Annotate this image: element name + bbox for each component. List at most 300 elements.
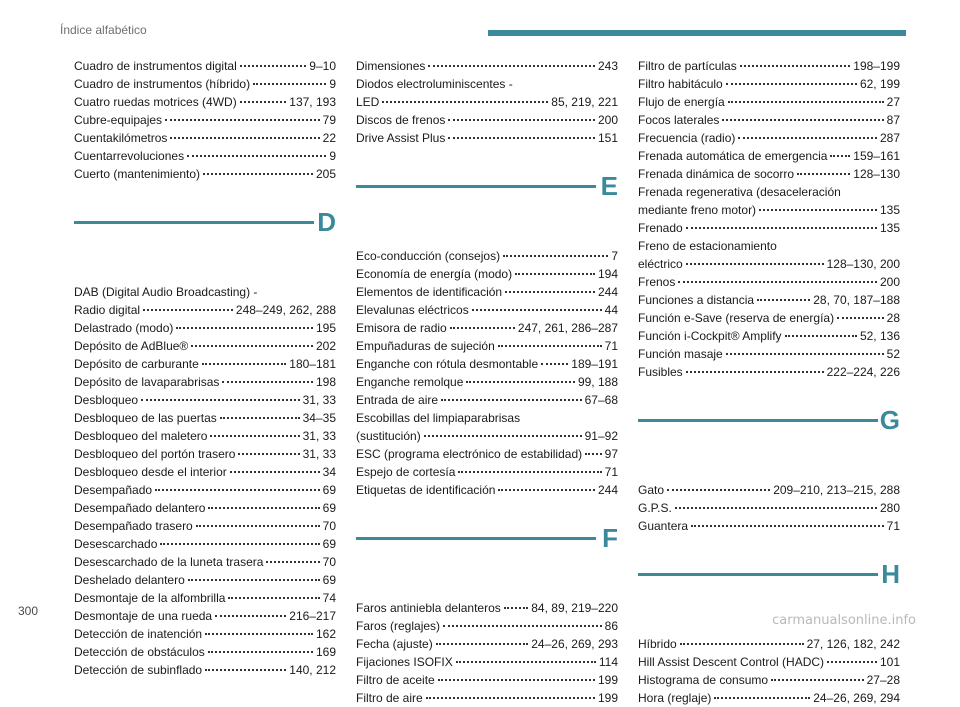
index-entry[interactable] xyxy=(74,661,336,679)
index-entry[interactable] xyxy=(356,617,618,635)
entry-term: eléctrico xyxy=(638,257,683,271)
entry-pages[interactable]: 200 xyxy=(597,113,618,127)
dot-leader xyxy=(382,101,548,103)
section-letter: D xyxy=(317,207,336,237)
entry-term: Desmontaje de la alfombrilla xyxy=(74,591,226,605)
dot-leader xyxy=(426,697,595,699)
index-entry[interactable] xyxy=(74,319,336,337)
dot-leader xyxy=(238,453,299,455)
dot-leader xyxy=(740,65,851,67)
index-entry[interactable] xyxy=(74,111,336,129)
entry-pages[interactable]: 91–92 xyxy=(584,429,618,443)
dot-leader xyxy=(541,363,568,365)
entry-pages[interactable]: 22 xyxy=(322,131,336,145)
index-entry[interactable] xyxy=(638,499,900,517)
index-column-3 xyxy=(638,57,900,707)
entry-pages[interactable]: 27–28 xyxy=(866,673,900,687)
dot-leader xyxy=(160,543,319,545)
entry-term: Frenada dinámica de socorro xyxy=(638,167,795,181)
entry-term: Cubre-equipajes xyxy=(74,113,163,127)
entry-pages[interactable]: 52 xyxy=(886,347,900,361)
index-entry[interactable] xyxy=(638,165,900,183)
entry-term: Filtro de aire xyxy=(356,691,423,705)
entry-term: Funciones a distancia xyxy=(638,293,755,307)
index-entry[interactable] xyxy=(638,93,900,111)
entry-term: Enganche con rótula desmontable xyxy=(356,357,539,371)
entry-pages[interactable]: 71 xyxy=(886,519,900,533)
entry-pages[interactable]: 202 xyxy=(315,339,336,353)
index-entry[interactable] xyxy=(638,111,900,129)
dot-leader xyxy=(504,607,528,609)
entry-pages[interactable]: 128–130, 200 xyxy=(826,257,900,271)
entry-term: Enganche remolque xyxy=(356,375,464,389)
index-entry[interactable] xyxy=(74,373,336,391)
entry-pages[interactable]: 70 xyxy=(322,519,336,533)
dot-leader xyxy=(208,507,319,509)
entry-pages[interactable]: 24–26, 269, 294 xyxy=(813,691,900,705)
entry-term: Delastrado (modo) xyxy=(74,321,174,335)
entry-term: Depósito de lavaparabrisas xyxy=(74,375,220,389)
index-entry[interactable] xyxy=(356,355,618,373)
entry-pages[interactable]: 87 xyxy=(886,113,900,127)
entry-pages[interactable]: 28, 70, 187–188 xyxy=(813,293,900,307)
dot-leader xyxy=(187,155,326,157)
entry-pages[interactable]: 79 xyxy=(322,113,336,127)
entry-pages[interactable]: 9 xyxy=(329,77,336,91)
entry-term: DAB (Digital Audio Broadcasting) - xyxy=(74,285,258,299)
index-entry[interactable] xyxy=(74,643,336,661)
index-entry[interactable] xyxy=(356,671,618,689)
entry-term: Elementos de identificación xyxy=(356,285,503,299)
entry-pages[interactable]: 84, 89, 219–220 xyxy=(531,601,618,615)
index-entry[interactable] xyxy=(638,671,900,689)
dot-leader xyxy=(458,471,601,473)
entry-pages[interactable]: 31, 33 xyxy=(302,429,336,443)
entry-term: Desbloqueo xyxy=(74,393,139,407)
entry-pages[interactable]: 198–199 xyxy=(853,59,900,73)
entry-pages[interactable]: 27, 126, 182, 242 xyxy=(806,637,900,651)
entry-pages[interactable]: 27 xyxy=(886,95,900,109)
index-entry[interactable] xyxy=(638,183,900,219)
index-entry[interactable] xyxy=(638,129,900,147)
entry-pages[interactable]: 31, 33 xyxy=(302,393,336,407)
entry-term: Economía de energía (modo) xyxy=(356,267,513,281)
entry-pages[interactable]: 247, 261, 286–287 xyxy=(517,321,618,335)
dot-leader xyxy=(188,579,320,581)
index-entry[interactable] xyxy=(356,463,618,481)
index-entry[interactable] xyxy=(638,147,900,165)
dot-leader xyxy=(228,597,319,599)
entry-term: Filtro de aceite xyxy=(356,673,435,687)
index-entry[interactable] xyxy=(356,301,618,319)
entry-pages[interactable]: 169 xyxy=(315,645,336,659)
entry-pages[interactable]: 162 xyxy=(315,627,336,641)
entry-pages[interactable]: 9 xyxy=(329,149,336,163)
dot-leader xyxy=(726,353,884,355)
entry-pages[interactable]: 140, 212 xyxy=(289,663,336,677)
index-entry[interactable] xyxy=(638,309,900,327)
dot-leader xyxy=(196,525,320,527)
entry-term: (sustitución) xyxy=(356,429,421,443)
letter-divider-g xyxy=(638,405,900,481)
index-entry[interactable] xyxy=(356,599,618,617)
entry-term: Frenos xyxy=(638,275,676,289)
dot-leader xyxy=(443,625,602,627)
entry-pages[interactable]: 9–10 xyxy=(309,59,336,73)
entry-pages[interactable]: 52, 136 xyxy=(859,329,900,343)
index-entry[interactable] xyxy=(74,427,336,445)
dot-leader xyxy=(472,309,602,311)
letter-divider-f xyxy=(356,523,618,599)
index-column-1 xyxy=(74,57,336,679)
dot-leader xyxy=(240,101,287,103)
entry-term: Gato xyxy=(638,483,665,497)
entry-term: Histograma de consumo xyxy=(638,673,769,687)
page-number: 300 xyxy=(18,604,39,618)
entry-pages[interactable]: 101 xyxy=(879,655,900,669)
index-entry[interactable] xyxy=(356,283,618,301)
entry-term: Cuerto (mantenimiento) xyxy=(74,167,201,181)
entry-pages[interactable]: 194 xyxy=(597,267,618,281)
entry-term: Desbloqueo de las puertas xyxy=(74,411,217,425)
entry-pages[interactable]: 69 xyxy=(322,501,336,515)
index-entry[interactable] xyxy=(74,571,336,589)
entry-term: Focos laterales xyxy=(638,113,720,127)
index-entry[interactable] xyxy=(74,165,336,183)
entry-term: Faros (reglajes) xyxy=(356,619,441,633)
entry-term: mediante freno motor) xyxy=(638,203,757,217)
index-entry[interactable] xyxy=(74,75,336,93)
section-title: Índice alfabético xyxy=(60,23,147,37)
entry-term: Fusibles xyxy=(638,365,683,379)
entry-term: Cuatro ruedas motrices (4WD) xyxy=(74,95,237,109)
entry-pages[interactable]: 135 xyxy=(879,203,900,217)
dot-leader xyxy=(678,281,877,283)
dot-leader xyxy=(505,291,595,293)
index-entry[interactable] xyxy=(638,75,900,93)
entry-term: Detección de subinflado xyxy=(74,663,203,677)
entry-term: LED xyxy=(356,95,380,109)
entry-term: Cuentakilómetros xyxy=(74,131,168,145)
entry-pages[interactable]: 287 xyxy=(879,131,900,145)
entry-term: Cuadro de instrumentos digital xyxy=(74,59,237,73)
entry-pages[interactable]: 7 xyxy=(611,249,618,263)
index-entry[interactable] xyxy=(74,337,336,355)
dot-leader xyxy=(498,345,602,347)
dot-leader xyxy=(253,83,326,85)
dot-leader xyxy=(428,65,595,67)
entry-term: Emisora de radio xyxy=(356,321,447,335)
entry-term: Cuentarrevoluciones xyxy=(74,149,185,163)
dot-leader xyxy=(143,309,233,311)
index-entry[interactable] xyxy=(638,291,900,309)
index-entry[interactable] xyxy=(356,111,618,129)
index-entry[interactable] xyxy=(74,625,336,643)
index-entry[interactable] xyxy=(74,445,336,463)
index-column-2 xyxy=(356,57,618,707)
dot-leader xyxy=(686,371,824,373)
dot-leader xyxy=(830,155,850,157)
letter-divider-d xyxy=(74,207,336,283)
entry-pages[interactable]: 159–161 xyxy=(853,149,900,163)
entry-term: Deshelado delantero xyxy=(74,573,185,587)
index-entry[interactable] xyxy=(74,607,336,625)
entry-term: Frenada regenerativa (desaceleración xyxy=(638,185,841,199)
entry-term: Dimensiones xyxy=(356,59,426,73)
dot-leader xyxy=(215,615,286,617)
index-entry[interactable] xyxy=(356,635,618,653)
dot-leader xyxy=(771,679,864,681)
entry-term: Guantera xyxy=(638,519,689,533)
dot-leader xyxy=(240,65,307,67)
index-entry[interactable] xyxy=(356,653,618,671)
entry-pages[interactable]: 200 xyxy=(879,275,900,289)
entry-pages[interactable]: 74 xyxy=(322,591,336,605)
index-entry[interactable] xyxy=(638,635,900,653)
index-entry[interactable] xyxy=(638,327,900,345)
entry-term: Discos de frenos xyxy=(356,113,446,127)
index-entry[interactable] xyxy=(74,147,336,165)
index-entry[interactable] xyxy=(638,345,900,363)
entry-term: Diodos electroluminiscentes - xyxy=(356,77,513,91)
divider-rule xyxy=(638,573,878,576)
dot-leader xyxy=(686,263,824,265)
letter-divider-e xyxy=(356,171,618,247)
entry-term: Detección de inatención xyxy=(74,627,203,641)
entry-pages[interactable]: 86 xyxy=(604,619,618,633)
index-entry[interactable] xyxy=(638,517,900,535)
dot-leader xyxy=(170,137,319,139)
section-letter: H xyxy=(881,559,900,589)
dot-leader xyxy=(722,119,883,121)
entry-pages[interactable]: 85, 219, 221 xyxy=(551,95,618,109)
dot-leader xyxy=(503,255,608,257)
index-entry[interactable] xyxy=(356,75,618,111)
dot-leader xyxy=(208,651,313,653)
entry-term: Desbloqueo del portón trasero xyxy=(74,447,236,461)
index-entry[interactable] xyxy=(74,499,336,517)
entry-term: Flujo de energía xyxy=(638,95,725,109)
entry-term: Detección de obstáculos xyxy=(74,645,205,659)
entry-term: Entrada de aire xyxy=(356,393,439,407)
index-entry[interactable] xyxy=(638,57,900,75)
index-entry[interactable] xyxy=(74,391,336,409)
entry-pages[interactable]: 69 xyxy=(322,537,336,551)
entry-pages[interactable]: 114 xyxy=(598,655,618,669)
entry-pages[interactable]: 248–249, 262, 288 xyxy=(235,303,336,317)
entry-term: Función masaje xyxy=(638,347,723,361)
entry-term: Desescarchado xyxy=(74,537,158,551)
entry-pages[interactable]: 280 xyxy=(879,501,900,515)
divider-rule xyxy=(356,185,596,188)
entry-pages[interactable]: 199 xyxy=(597,673,618,687)
entry-term: Fijaciones ISOFIX xyxy=(356,655,453,669)
index-entry[interactable] xyxy=(356,57,618,75)
entry-term: Frenado xyxy=(638,221,683,235)
entry-pages[interactable]: 205 xyxy=(315,167,336,181)
index-entry[interactable] xyxy=(74,481,336,499)
dot-leader xyxy=(266,561,319,563)
dot-leader xyxy=(450,327,515,329)
entry-term: Faros antiniebla delanteros xyxy=(356,601,501,615)
entry-pages[interactable]: 128–130 xyxy=(853,167,900,181)
dot-leader xyxy=(424,435,582,437)
index-entry[interactable] xyxy=(74,283,336,319)
dot-leader xyxy=(205,633,313,635)
index-entry[interactable] xyxy=(356,391,618,409)
entry-pages[interactable]: 28 xyxy=(886,311,900,325)
dot-leader xyxy=(202,363,287,365)
dot-leader xyxy=(448,137,595,139)
entry-pages[interactable]: 189–191 xyxy=(571,357,618,371)
entry-term: Desescarchado de la luneta trasera xyxy=(74,555,264,569)
index-entry[interactable] xyxy=(74,517,336,535)
header-accent-bar xyxy=(488,30,906,36)
entry-term: Espejo de cortesía xyxy=(356,465,456,479)
index-entry[interactable] xyxy=(356,337,618,355)
entry-term: Hill Assist Descent Control (HADC) xyxy=(638,655,825,669)
entry-term: Empuñaduras de sujeción xyxy=(356,339,495,353)
section-letter: F xyxy=(602,523,618,553)
index-entry[interactable] xyxy=(74,589,336,607)
dot-leader xyxy=(466,381,575,383)
index-entry[interactable] xyxy=(638,363,900,381)
entry-pages[interactable]: 34–35 xyxy=(302,411,336,425)
entry-pages[interactable]: 243 xyxy=(597,59,618,73)
dot-leader xyxy=(691,525,884,527)
entry-term: Radio digital xyxy=(74,303,141,317)
entry-pages[interactable]: 44 xyxy=(604,303,618,317)
entry-pages[interactable]: 99, 188 xyxy=(577,375,618,389)
entry-pages[interactable]: 71 xyxy=(604,339,618,353)
entry-pages[interactable]: 24–26, 269, 293 xyxy=(531,637,618,651)
dot-leader xyxy=(738,137,877,139)
index-entry[interactable] xyxy=(638,653,900,671)
index-entry[interactable] xyxy=(356,129,618,147)
entry-term: Desempañado trasero xyxy=(74,519,193,533)
dot-leader xyxy=(667,489,770,491)
index-entry[interactable] xyxy=(638,237,900,273)
index-entry[interactable] xyxy=(74,129,336,147)
entry-term: Filtro de partículas xyxy=(638,59,737,73)
entry-pages[interactable]: 151 xyxy=(597,131,618,145)
entry-term: Desempañado delantero xyxy=(74,501,206,515)
entry-term: Desempañado xyxy=(74,483,153,497)
dot-leader xyxy=(155,489,320,491)
index-entry[interactable] xyxy=(74,57,336,75)
entry-pages[interactable]: 69 xyxy=(322,573,336,587)
entry-pages[interactable]: 244 xyxy=(597,285,618,299)
index-entry[interactable] xyxy=(74,409,336,427)
dot-leader xyxy=(436,643,529,645)
dot-leader xyxy=(675,507,877,509)
dot-leader xyxy=(714,697,810,699)
entry-pages[interactable]: 222–224, 226 xyxy=(826,365,900,379)
entry-pages[interactable]: 70 xyxy=(322,555,336,569)
divider-rule xyxy=(74,221,314,224)
index-entry[interactable] xyxy=(74,355,336,373)
dot-leader xyxy=(205,669,286,671)
divider-rule xyxy=(638,419,878,422)
entry-pages[interactable]: 199 xyxy=(597,691,618,705)
entry-term: Filtro habitáculo xyxy=(638,77,723,91)
dot-leader xyxy=(759,209,877,211)
entry-pages[interactable]: 180–181 xyxy=(289,357,336,371)
dot-leader xyxy=(728,101,884,103)
entry-term: Eco-conducción (consejos) xyxy=(356,249,501,263)
entry-pages[interactable]: 34 xyxy=(322,465,336,479)
entry-term: Freno de estacionamiento xyxy=(638,239,777,253)
entry-term: Desmontaje de una rueda xyxy=(74,609,213,623)
dot-leader xyxy=(726,83,857,85)
dot-leader xyxy=(797,173,850,175)
index-entry[interactable] xyxy=(638,689,900,707)
section-letter: G xyxy=(879,405,900,435)
watermark: carmanualsonline.info xyxy=(772,613,916,628)
entry-term: Función e-Save (reserva de energía) xyxy=(638,311,835,325)
index-entry[interactable] xyxy=(74,553,336,571)
entry-pages[interactable]: 198 xyxy=(315,375,336,389)
entry-term: Elevalunas eléctricos xyxy=(356,303,469,317)
index-entry[interactable] xyxy=(356,689,618,707)
index-entry[interactable] xyxy=(638,273,900,291)
index-entry[interactable] xyxy=(356,409,618,445)
entry-pages[interactable]: 137, 193 xyxy=(289,95,336,109)
dot-leader xyxy=(230,471,320,473)
entry-term: Frenada automática de emergencia xyxy=(638,149,828,163)
index-entry[interactable] xyxy=(638,481,900,499)
dot-leader xyxy=(176,327,313,329)
entry-pages[interactable]: 71 xyxy=(604,465,618,479)
entry-pages[interactable]: 31, 33 xyxy=(302,447,336,461)
index-entry[interactable] xyxy=(356,247,618,265)
index-entry[interactable] xyxy=(356,445,618,463)
entry-pages[interactable]: 209–210, 213–215, 288 xyxy=(773,483,900,497)
entry-pages[interactable]: 97 xyxy=(604,447,618,461)
entry-term: Hora (reglaje) xyxy=(638,691,712,705)
dot-leader xyxy=(220,417,300,419)
entry-term: Desbloqueo del maletero xyxy=(74,429,208,443)
dot-leader xyxy=(438,679,595,681)
section-letter: E xyxy=(600,171,618,201)
index-entry[interactable] xyxy=(356,265,618,283)
index-entry[interactable] xyxy=(356,481,618,499)
dot-leader xyxy=(448,119,595,121)
entry-term: Escobillas del limpiaparabrisas xyxy=(356,411,521,425)
dot-leader xyxy=(785,335,857,337)
entry-pages[interactable]: 69 xyxy=(322,483,336,497)
index-entry[interactable] xyxy=(74,535,336,553)
entry-pages[interactable]: 216–217 xyxy=(289,609,336,623)
dot-leader xyxy=(686,227,877,229)
entry-term: G.P.S. xyxy=(638,501,672,515)
entry-pages[interactable]: 244 xyxy=(597,483,618,497)
index-entry[interactable] xyxy=(356,373,618,391)
entry-pages[interactable]: 67–68 xyxy=(584,393,618,407)
dot-leader xyxy=(827,661,877,663)
dot-leader xyxy=(203,173,313,175)
entry-pages[interactable]: 62, 199 xyxy=(859,77,900,91)
entry-term: Etiquetas de identificación xyxy=(356,483,496,497)
entry-pages[interactable]: 195 xyxy=(315,321,336,335)
index-entry[interactable] xyxy=(356,319,618,337)
index-entry[interactable] xyxy=(74,463,336,481)
entry-term: ESC (programa electrónico de estabilidad) xyxy=(356,447,583,461)
index-entry[interactable] xyxy=(638,219,900,237)
entry-term: Función i-Cockpit® Amplify xyxy=(638,329,782,343)
index-entry[interactable] xyxy=(74,93,336,111)
entry-pages[interactable]: 135 xyxy=(879,221,900,235)
